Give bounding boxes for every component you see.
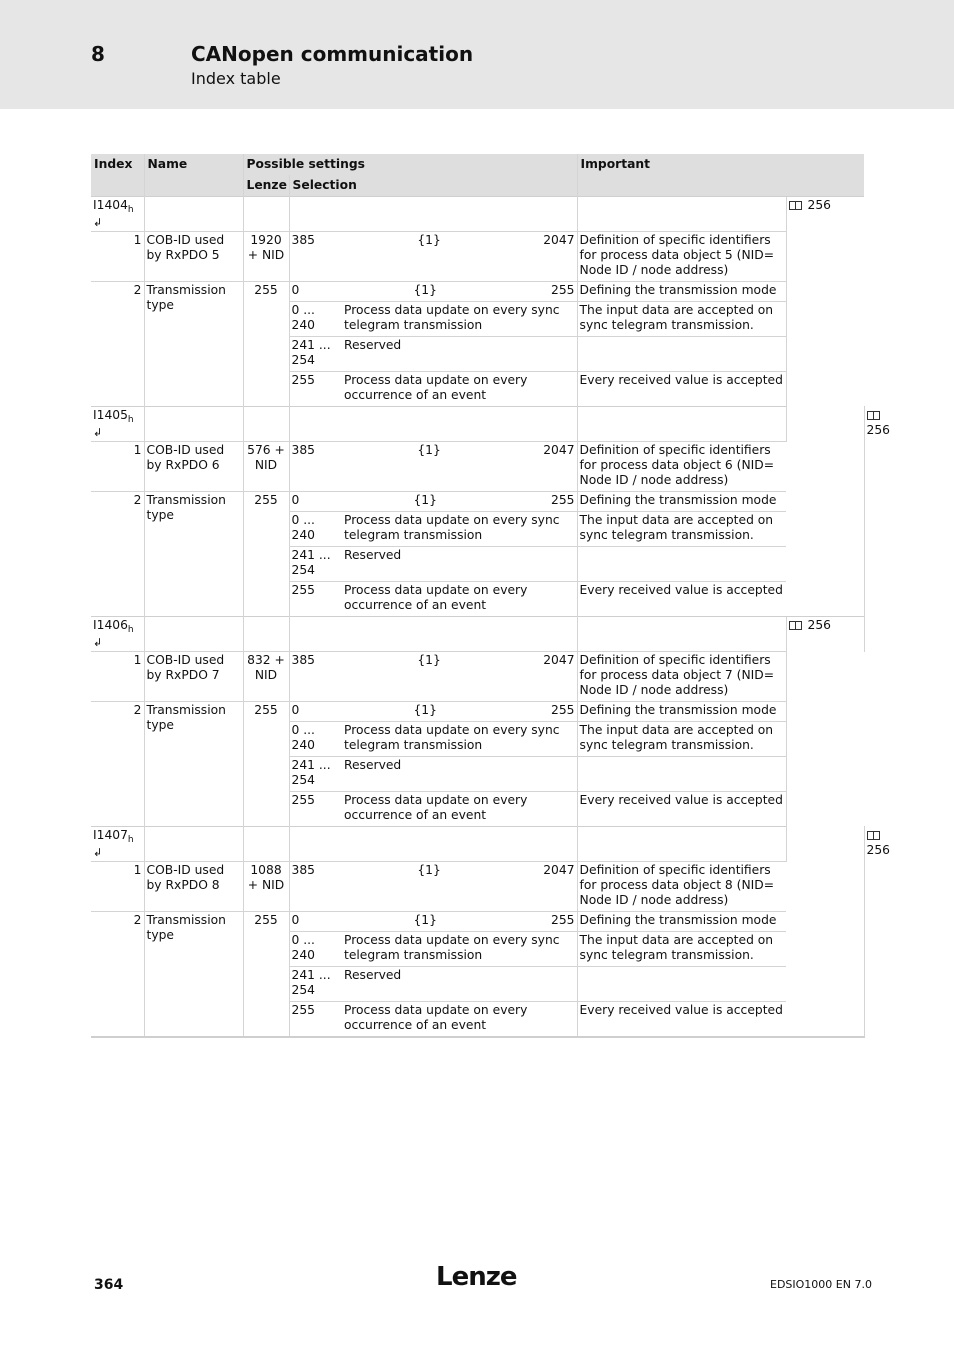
parameter-name: COB-ID used by RxPDO 7 — [144, 652, 243, 702]
page-reference[interactable]: 256 — [866, 423, 891, 437]
reference-cell — [786, 617, 864, 862]
option-description: Process data update on every occurrence of an event — [342, 1002, 577, 1037]
option-important: Every received value is accepted — [577, 582, 786, 617]
index-suffix: h — [127, 625, 134, 635]
table-row — [91, 232, 864, 282]
index-cell — [91, 197, 144, 232]
option-description: Reserved — [342, 337, 577, 372]
option-description: Process data update on every sync telegram transmission — [342, 512, 577, 547]
range-step: {1} — [417, 863, 441, 877]
return-icon: ↲ — [93, 426, 103, 439]
return-icon: ↲ — [93, 216, 103, 229]
table-row — [91, 442, 864, 492]
book-icon — [789, 621, 802, 630]
index-cell — [91, 617, 144, 652]
range-min: 385 — [291, 653, 315, 667]
option-value: 241 ... 254 — [289, 547, 342, 582]
important-text: Defining the transmission mode — [577, 492, 786, 512]
option-important — [577, 337, 786, 372]
parameter-name: COB-ID used by RxPDO 6 — [144, 442, 243, 492]
range-max: 255 — [551, 493, 575, 507]
option-important: The input data are accepted on sync telegram transmission. — [577, 512, 786, 547]
lenze-default: 255 — [243, 492, 289, 617]
range-min: 0 — [291, 283, 300, 297]
option-value: 0 ... 240 — [289, 932, 342, 967]
lenze-default: 832 + NID — [243, 652, 289, 702]
table-body — [91, 197, 891, 1038]
option-description: Process data update on every occurrence of an event — [342, 582, 577, 617]
header-possible-settings: Possible settings — [243, 154, 577, 175]
option-value: 0 ... 240 — [289, 512, 342, 547]
index-suffix: h — [127, 415, 134, 425]
range-step: {1} — [417, 233, 441, 247]
important-text: Definition of specific identifiers for process data object 7 (NID= Node ID / node address) — [577, 652, 786, 702]
range-step: {1} — [413, 913, 437, 927]
header-selection: Selection — [289, 175, 577, 197]
page-reference[interactable]: 256 — [807, 618, 832, 632]
option-description: Reserved — [342, 967, 577, 1002]
header-lenze: Lenze — [243, 175, 289, 197]
range-step: {1} — [417, 653, 441, 667]
parameter-name: COB-ID used by RxPDO 8 — [144, 862, 243, 912]
option-important: Every received value is accepted — [577, 372, 786, 407]
chapter-subtitle: Index table — [191, 69, 281, 88]
option-description: Reserved — [342, 547, 577, 582]
index-code: I1404 — [93, 198, 128, 212]
option-important — [577, 757, 786, 792]
page-reference[interactable]: 256 — [866, 843, 891, 857]
table-row — [91, 862, 864, 912]
parameter-name: Transmission type — [144, 282, 243, 407]
header-name: Name — [144, 154, 243, 197]
option-value: 241 ... 254 — [289, 967, 342, 1002]
lenze-default: 1920 + NID — [243, 232, 289, 282]
range-step: {1} — [413, 703, 437, 717]
option-important: Every received value is accepted — [577, 1002, 786, 1037]
option-description: Process data update on every occurrence of an event — [342, 372, 577, 407]
important-text: Definition of specific identifiers for process data object 8 (NID= Node ID / node address) — [577, 862, 786, 912]
table-row — [91, 702, 864, 722]
subindex: 2 — [91, 492, 144, 617]
table-row-index — [91, 407, 864, 442]
range-min: 385 — [291, 443, 315, 457]
index-code: I1407 — [93, 828, 128, 842]
subindex: 1 — [91, 232, 144, 282]
range-min: 0 — [291, 703, 300, 717]
range-step: {1} — [417, 443, 441, 457]
reference-cell — [786, 197, 864, 442]
lenze-logo: Lenze — [436, 1262, 517, 1292]
range-min: 0 — [291, 913, 300, 927]
option-value: 255 — [289, 582, 342, 617]
option-important: The input data are accepted on sync telegram transmission. — [577, 932, 786, 967]
book-icon — [789, 201, 802, 210]
subindex: 2 — [91, 912, 144, 1037]
index-suffix: h — [127, 205, 134, 215]
subindex: 1 — [91, 652, 144, 702]
range-max: 2047 — [543, 443, 575, 457]
important-text: Defining the transmission mode — [577, 282, 786, 302]
important-text: Definition of specific identifiers for process data object 6 (NID= Node ID / node address) — [577, 442, 786, 492]
range-max: 255 — [551, 703, 575, 717]
lenze-default: 1088 + NID — [243, 862, 289, 912]
range-max: 2047 — [543, 863, 575, 877]
page-number: 364 — [94, 1277, 124, 1293]
subindex: 1 — [91, 442, 144, 492]
option-important: The input data are accepted on sync telegram transmission. — [577, 722, 786, 757]
selection-range — [289, 652, 577, 702]
parameter-name: COB-ID used by RxPDO 5 — [144, 232, 243, 282]
option-value: 0 ... 240 — [289, 302, 342, 337]
option-important — [577, 547, 786, 582]
selection-range — [289, 702, 577, 722]
range-max: 255 — [551, 913, 575, 927]
lenze-default: 255 — [243, 702, 289, 827]
range-max: 2047 — [543, 233, 575, 247]
range-max: 2047 — [543, 653, 575, 667]
option-important — [577, 967, 786, 1002]
important-text: Definition of specific identifiers for process data object 5 (NID= Node ID / node address) — [577, 232, 786, 282]
index-cell — [91, 407, 144, 442]
option-value: 0 ... 240 — [289, 722, 342, 757]
parameter-name: Transmission type — [144, 912, 243, 1037]
chapter-title: CANopen communication — [191, 42, 474, 66]
return-icon: ↲ — [93, 636, 103, 649]
important-text: Defining the transmission mode — [577, 702, 786, 722]
chapter-header — [0, 0, 954, 109]
index-suffix: h — [127, 835, 134, 845]
selection-range — [289, 442, 577, 492]
selection-range — [289, 282, 577, 302]
important-text: Defining the transmission mode — [577, 912, 786, 932]
table-row-index — [91, 617, 864, 652]
return-icon: ↲ — [93, 846, 103, 859]
option-description: Process data update on every sync telegram transmission — [342, 722, 577, 757]
option-value: 241 ... 254 — [289, 757, 342, 792]
table-row — [91, 282, 864, 302]
option-description: Process data update on every sync telegram transmission — [342, 302, 577, 337]
range-step: {1} — [413, 283, 437, 297]
table-row-index — [91, 197, 864, 232]
range-min: 0 — [291, 493, 300, 507]
range-step: {1} — [413, 493, 437, 507]
option-value: 255 — [289, 1002, 342, 1037]
table-row-index — [91, 827, 864, 862]
document-id: EDSIO1000 EN 7.0 — [770, 1278, 872, 1291]
index-cell — [91, 827, 144, 862]
selection-range — [289, 862, 577, 912]
subindex: 2 — [91, 702, 144, 827]
lenze-default: 255 — [243, 912, 289, 1037]
selection-range — [289, 912, 577, 932]
selection-range — [289, 492, 577, 512]
option-description: Process data update on every occurrence of an event — [342, 792, 577, 827]
lenze-default: 255 — [243, 282, 289, 407]
option-description: Process data update on every sync telegram transmission — [342, 932, 577, 967]
range-min: 385 — [291, 863, 315, 877]
header-important: Important — [577, 154, 786, 197]
option-value: 255 — [289, 792, 342, 827]
table-row — [91, 912, 864, 932]
selection-range — [289, 232, 577, 282]
option-description: Reserved — [342, 757, 577, 792]
book-icon — [867, 831, 880, 840]
option-important: The input data are accepted on sync telegram transmission. — [577, 302, 786, 337]
index-code: I1405 — [93, 408, 128, 422]
range-min: 385 — [291, 233, 315, 247]
table-row — [91, 492, 864, 512]
subindex: 1 — [91, 862, 144, 912]
option-value: 255 — [289, 372, 342, 407]
page-reference[interactable]: 256 — [807, 198, 832, 212]
option-value: 241 ... 254 — [289, 337, 342, 372]
lenze-default: 576 + NID — [243, 442, 289, 492]
subindex: 2 — [91, 282, 144, 407]
table-row — [91, 652, 864, 702]
index-table — [91, 154, 891, 1038]
chapter-number: 8 — [91, 42, 105, 66]
header-index: Index — [91, 154, 144, 197]
book-icon — [867, 411, 880, 420]
range-max: 255 — [551, 283, 575, 297]
option-important: Every received value is accepted — [577, 792, 786, 827]
parameter-name: Transmission type — [144, 492, 243, 617]
header-reference — [786, 154, 864, 197]
parameter-name: Transmission type — [144, 702, 243, 827]
index-code: I1406 — [93, 618, 128, 632]
